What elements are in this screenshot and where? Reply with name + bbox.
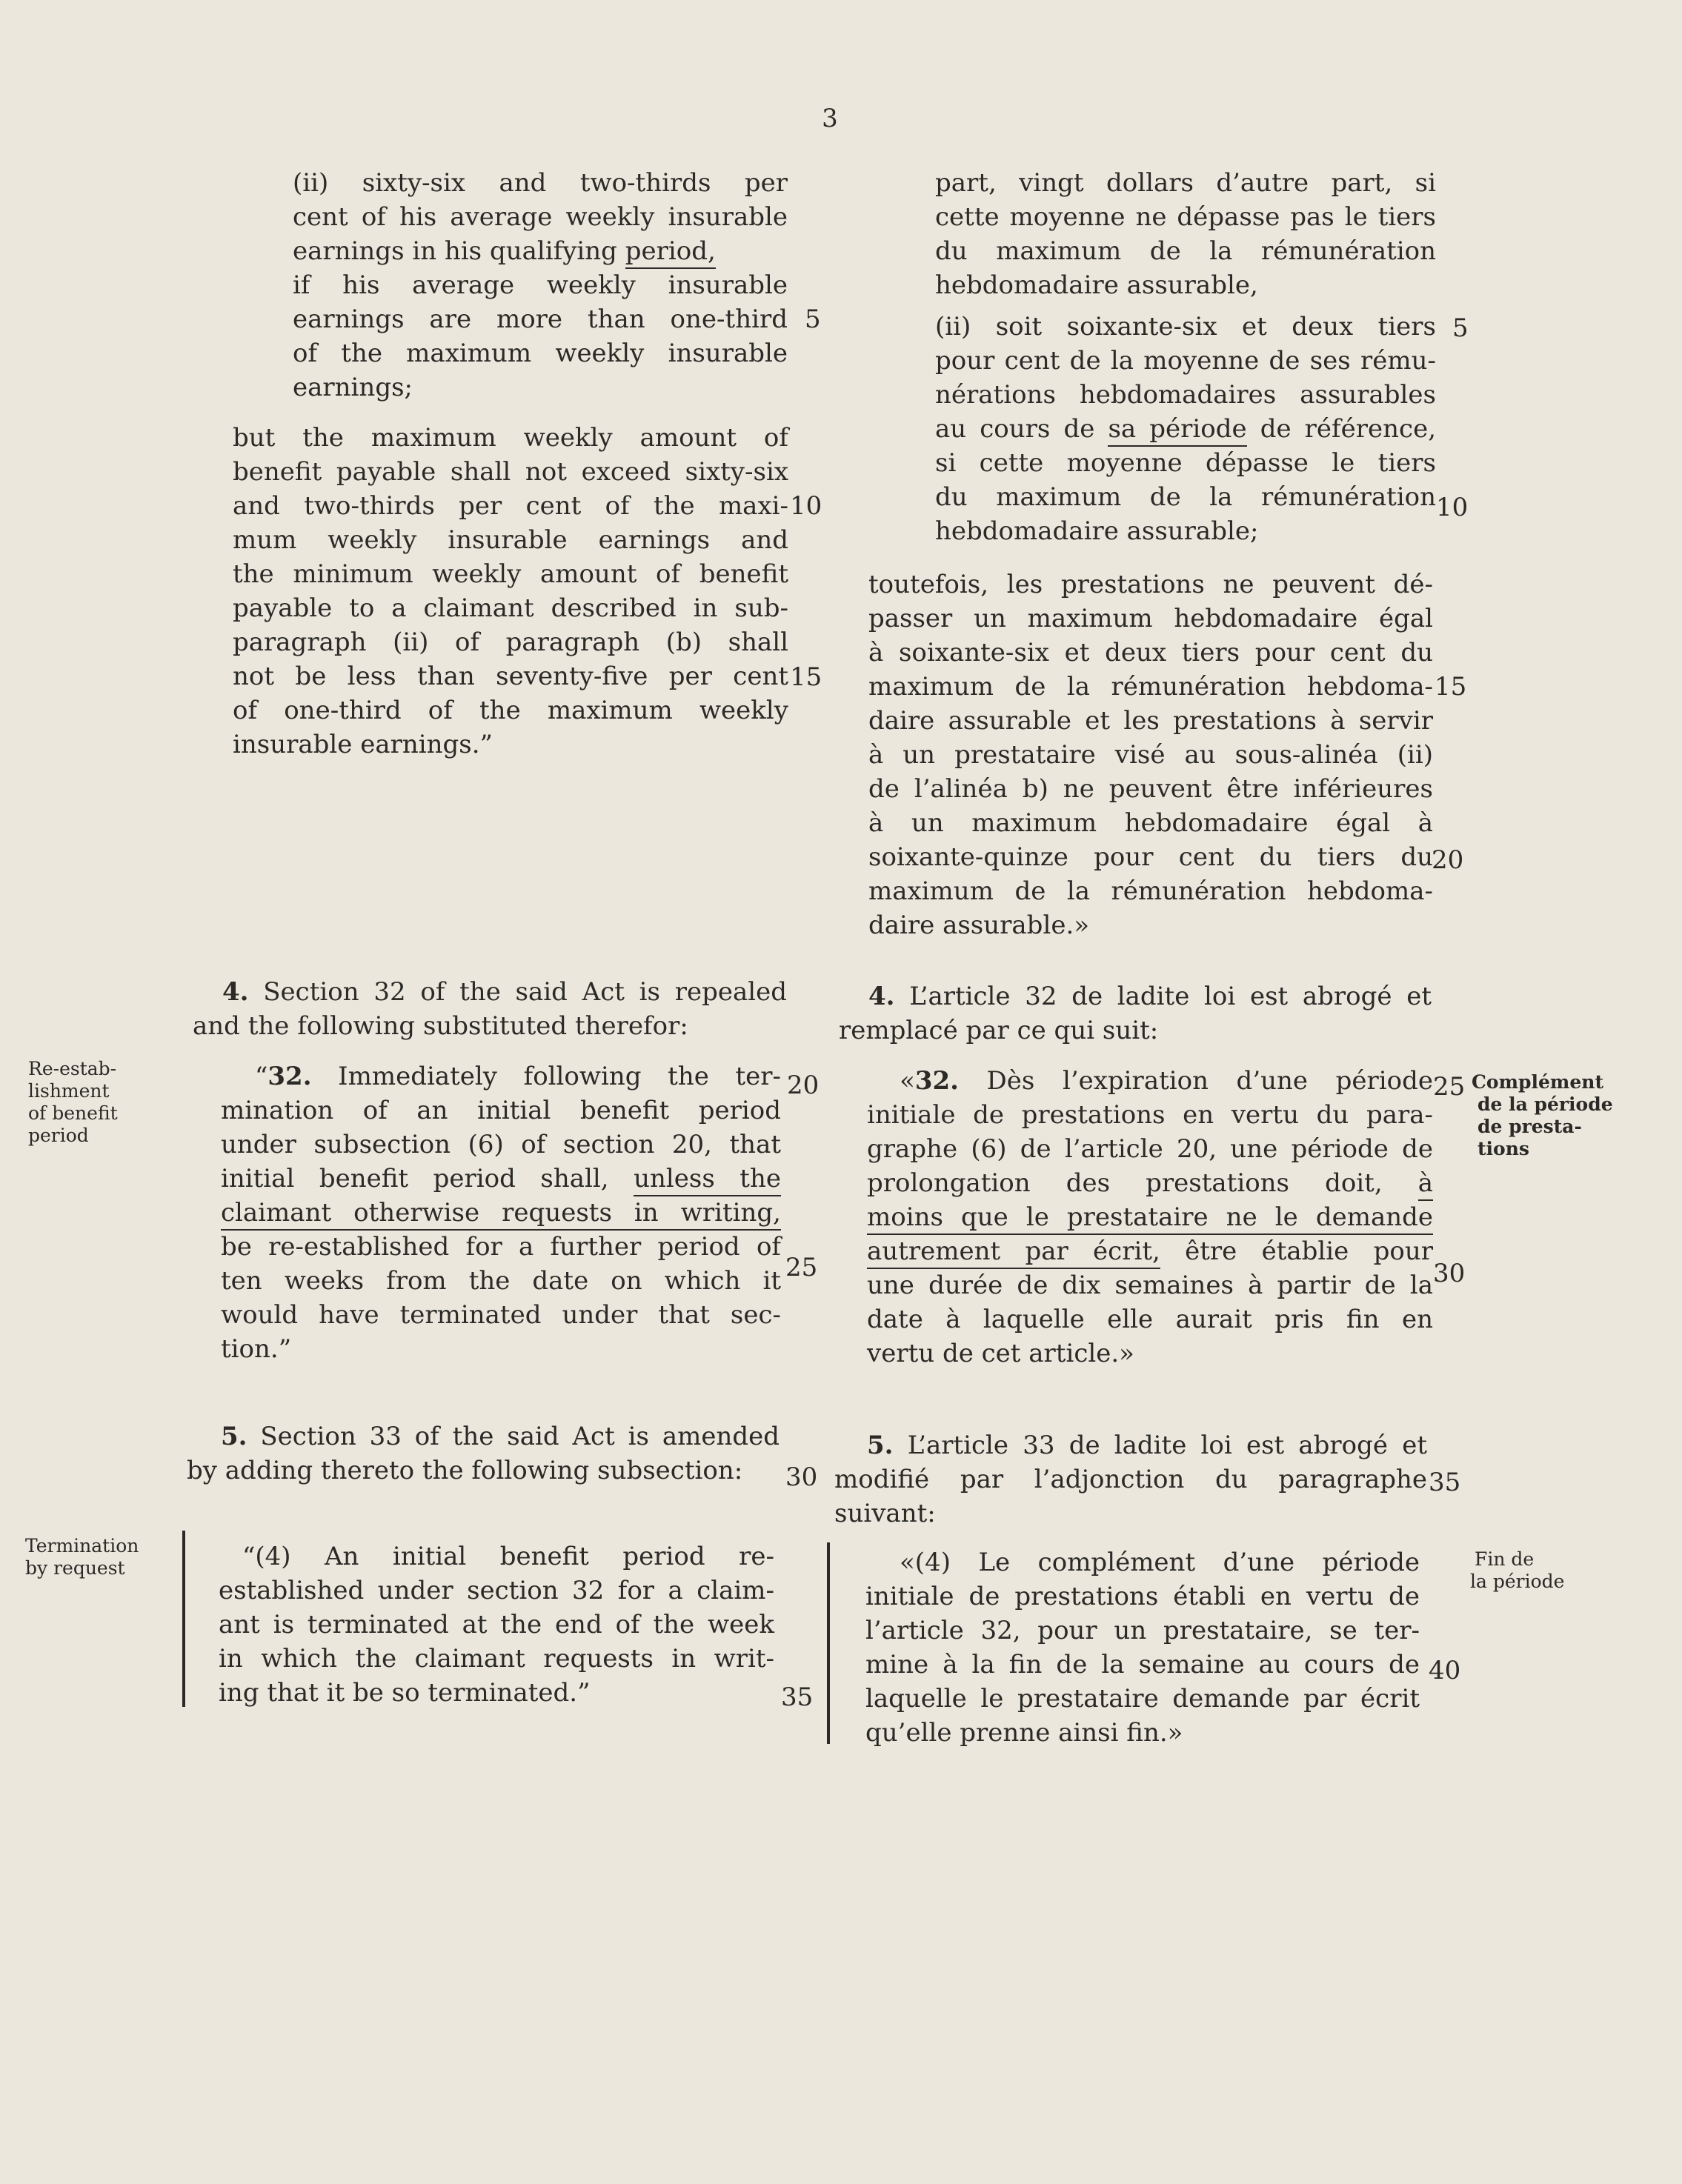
line-number: 35: [781, 1682, 814, 1712]
text-line: (ii) soit soixante-six et deux tiers: [935, 312, 1436, 342]
text-line: nérations hebdomadaires assurables: [935, 380, 1436, 410]
text-line: established under section 32 for a claim-: [219, 1576, 774, 1605]
line-number: 5: [1452, 313, 1469, 343]
en-section-32: [221, 1059, 781, 1366]
text-line: «(4) Le complément d’une période: [900, 1548, 1420, 1577]
fr-subsection-4: [865, 1545, 1420, 1750]
text-line: au cours de sa période de référence,: [935, 412, 1436, 446]
text-line: hebdomadaire assurable;: [935, 516, 1259, 546]
text-line: l’article 32, pour un prestataire, se ter-: [865, 1616, 1420, 1645]
text-line: daire assurable.»: [868, 910, 1090, 940]
line-number: 40: [1429, 1656, 1461, 1685]
change-bar: [827, 1542, 830, 1744]
text-line: du maximum de la rémunération: [935, 236, 1436, 266]
text-line: pour cent de la moyenne de ses rému-: [935, 346, 1436, 376]
text-line: (ii) sixty-six and two-thirds per: [293, 168, 788, 198]
text-line: remplacé par ce qui suit:: [839, 1016, 1159, 1045]
line-number: 15: [790, 662, 822, 692]
text-line: maximum de la rémunération hebdoma-: [868, 876, 1433, 906]
text-line: claimant otherwise requests in writing,: [221, 1196, 781, 1230]
en-para-but: [233, 421, 788, 762]
text-line: payable to a claimant described in sub-: [233, 593, 788, 623]
line-number: 25: [1433, 1072, 1466, 1102]
en-para-ii: [293, 166, 788, 404]
fr-section-5: [834, 1428, 1427, 1531]
fr-para-toutefois: [868, 567, 1433, 942]
en-subsection-4: [219, 1539, 774, 1710]
text-line: 5. Section 33 of the said Act is amended: [221, 1422, 779, 1451]
fr-section-32: [867, 1064, 1433, 1371]
text-line: 4. Section 32 of the said Act is repealed: [222, 977, 787, 1007]
line-number: 5: [805, 304, 821, 334]
text-line: modifié par l’adjonction du paragraphe: [834, 1465, 1427, 1494]
text-line: laquelle le prestataire demande par écrit: [865, 1684, 1420, 1714]
text-line: mine à la fin de la semaine au cours de: [865, 1650, 1420, 1679]
text-line: si cette moyenne dépasse le tiers: [935, 448, 1436, 478]
fr-section-4: [839, 979, 1432, 1048]
margin-note-reestablishment: Re-estab- lishment of benefit period: [28, 1058, 118, 1146]
line-number: 30: [785, 1462, 818, 1492]
line-number: 25: [785, 1253, 818, 1282]
text-line: suivant:: [834, 1499, 936, 1528]
text-line: soixante-quinze pour cent du tiers du: [868, 842, 1433, 872]
fr-para-top: [935, 166, 1436, 302]
text-line: qu’elle prenne ainsi fin.»: [865, 1718, 1183, 1748]
line-number: 20: [1432, 845, 1464, 875]
text-line: à un prestataire visé au sous-alinéa (ii): [868, 740, 1433, 770]
text-line: earnings in his qualifying period,: [293, 234, 788, 268]
text-line: cette moyenne ne dépasse pas le tiers: [935, 202, 1436, 232]
text-line: toutefois, les prestations ne peuvent dé-: [868, 570, 1433, 599]
text-line: de l’alinéa b) ne peuvent être inférieures: [868, 774, 1433, 804]
text-line: prolongation des prestations doit, à: [867, 1166, 1433, 1200]
text-line: moins que le prestataire ne le demande: [867, 1200, 1433, 1234]
line-number: 20: [787, 1071, 820, 1100]
text-line: 5. L’article 33 de ladite loi est abrogé et: [867, 1431, 1427, 1460]
text-line: hebdomadaire assurable,: [935, 270, 1258, 300]
text-line: the minimum weekly amount of benefit: [233, 559, 788, 589]
text-line: by adding thereto the following subsection:: [187, 1456, 743, 1485]
text-line: insurable earnings.”: [233, 730, 493, 759]
text-line: mum weekly insurable earnings and: [233, 525, 788, 555]
text-line: of the maximum weekly insurable: [293, 339, 788, 368]
text-line: earnings;: [293, 373, 413, 402]
text-line: paragraph (ii) of paragraph (b) shall: [233, 627, 788, 657]
text-line: graphe (6) de l’article 20, une période de: [867, 1134, 1433, 1164]
text-line: “(4) An initial benefit period re-: [242, 1542, 774, 1571]
page-number: 3: [822, 104, 838, 133]
text-line: initiale de prestations en vertu du para-: [867, 1100, 1433, 1130]
text-line: be re-established for a further period of: [221, 1232, 781, 1262]
margin-note-complement: Complément de la période de presta- tions: [1472, 1071, 1613, 1159]
text-line: but the maximum weekly amount of: [233, 423, 788, 453]
text-line: passer un maximum hebdomadaire égal: [868, 604, 1433, 633]
text-line: date à laquelle elle aurait pris fin en: [867, 1305, 1433, 1334]
text-line: à soixante-six et deux tiers pour cent du: [868, 638, 1433, 667]
text-line: cent of his average weekly insurable: [293, 202, 788, 232]
text-line: du maximum de la rémunération: [935, 482, 1436, 512]
text-line: benefit payable shall not exceed sixty-six: [233, 457, 788, 487]
text-line: not be less than seventy-five per cent: [233, 662, 788, 691]
line-number: 10: [1436, 493, 1469, 522]
text-line: if his average weekly insurable: [293, 270, 788, 300]
text-line: tion.”: [221, 1334, 292, 1364]
text-line: earnings are more than one-third: [293, 304, 788, 334]
fr-para-ii: [935, 310, 1436, 548]
text-line: 4. L’article 32 de ladite loi est abrogé et: [868, 982, 1432, 1011]
text-line: part, vingt dollars d’autre part, si: [935, 168, 1436, 198]
text-line: in which the claimant requests in writ-: [219, 1644, 774, 1674]
text-line: ant is terminated at the end of the week: [219, 1610, 774, 1639]
text-line: daire assurable et les prestations à servir: [868, 706, 1433, 736]
text-line: autrement par écrit, être établie pour: [867, 1234, 1433, 1268]
text-line: une durée de dix semaines à partir de la: [867, 1271, 1433, 1300]
line-number: 15: [1435, 672, 1467, 702]
en-section-4: [193, 975, 787, 1043]
text-line: ten weeks from the date on which it: [221, 1266, 781, 1296]
line-number: 10: [790, 491, 822, 521]
line-number: 30: [1433, 1259, 1466, 1288]
text-line: initiale de prestations établi en vertu de: [865, 1582, 1420, 1611]
text-line: and two-thirds per cent of the maxi-: [233, 491, 788, 521]
text-line: «32. Dès l’expiration d’une période: [900, 1066, 1433, 1096]
margin-note-termination: Termination by request: [25, 1535, 139, 1579]
margin-note-fin: Fin de la période: [1470, 1548, 1565, 1592]
line-number: 35: [1429, 1468, 1461, 1497]
text-line: under subsection (6) of section 20, that: [221, 1130, 781, 1159]
en-section-5: [187, 1419, 779, 1488]
text-line: maximum de la rémunération hebdoma-: [868, 672, 1433, 702]
text-line: “32. Immediately following the ter-: [255, 1062, 781, 1091]
text-line: vertu de cet article.»: [867, 1339, 1134, 1368]
change-bar: [182, 1531, 185, 1707]
text-line: à un maximum hebdomadaire égal à: [868, 808, 1433, 838]
text-line: initial benefit period shall, unless the: [221, 1162, 781, 1196]
text-line: mination of an initial benefit period: [221, 1096, 781, 1125]
text-line: ing that it be so terminated.”: [219, 1678, 591, 1708]
text-line: would have terminated under that sec-: [221, 1300, 781, 1330]
text-line: and the following substituted therefor:: [193, 1011, 688, 1041]
text-line: of one-third of the maximum weekly: [233, 696, 788, 725]
